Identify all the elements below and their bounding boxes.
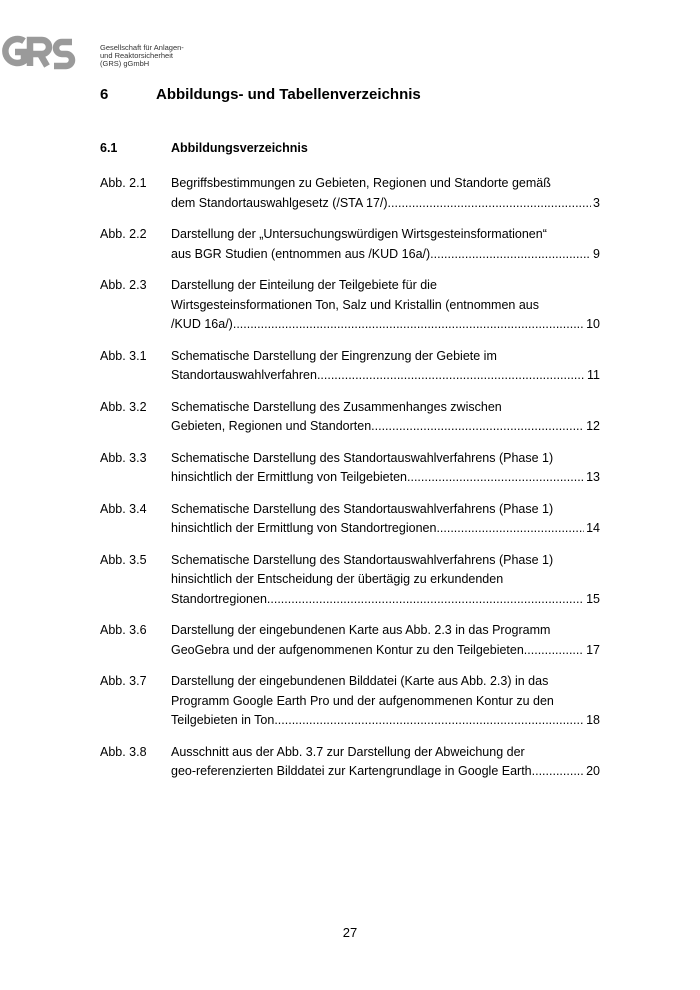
dot-leader — [388, 194, 592, 214]
figure-list — [100, 174, 600, 794]
caption-line: Begriffsbestimmungen zu Gebieten, Regionen und Standorte gemäß — [171, 176, 551, 190]
chapter-title: Abbildungs- und Tabellenverzeichnis — [156, 86, 421, 103]
chapter-heading — [100, 86, 421, 103]
figure-label: Abb. 3.1 — [100, 348, 147, 363]
figure-entry[interactable] — [100, 276, 600, 335]
caption-line: aus BGR Studien (entnommen aus /KUD 16a/) — [171, 246, 431, 261]
caption-line: dem Standortauswahlgesetz (/STA 17/) — [171, 195, 388, 210]
figure-label: Abb. 2.1 — [100, 176, 147, 190]
figure-label: Abb. 2.3 — [100, 278, 147, 292]
figure-entry[interactable] — [100, 500, 600, 539]
caption-last-line — [171, 366, 600, 386]
company-line: (GRS) gGmbH — [100, 59, 150, 69]
caption-last-line — [171, 468, 600, 488]
caption-line: hinsichtlich der Ermittlung von Standortregionen — [171, 521, 437, 535]
caption-line: Darstellung der eingebundenen Karte aus Abb. 2.3 in das Programm — [171, 623, 551, 637]
caption-line: Gebieten, Regionen und Standorten — [171, 419, 372, 433]
caption-line: Teilgebieten in Ton — [171, 713, 275, 727]
figure-entry[interactable] — [100, 225, 600, 264]
dot-leader — [274, 711, 584, 731]
caption-line: Schematische Darstellung des Standortauswahlverfahrens (Phase 1) — [171, 552, 554, 567]
dot-leader — [532, 762, 584, 782]
dot-leader — [436, 519, 584, 539]
caption-last-line — [171, 762, 600, 782]
figure-caption — [171, 551, 600, 610]
figure-caption — [171, 276, 600, 335]
figure-entry[interactable] — [100, 398, 600, 437]
caption-last-line — [171, 315, 600, 335]
caption-line: hinsichtlich der Entscheidung der übertägig zu erkundenden — [171, 572, 504, 586]
figure-label: Abb. 3.7 — [100, 674, 147, 688]
caption-line: hinsichtlich der Ermittlung von Teilgebieten — [171, 470, 408, 484]
company-line: Gesellschaft für Anlagen- — [100, 43, 184, 52]
caption-last-line — [171, 711, 600, 731]
caption-line: Schematische Darstellung der Eingrenzung der Gebiete im — [171, 348, 497, 363]
figure-page-number[interactable]: 10 — [586, 317, 600, 331]
figure-entry[interactable] — [100, 743, 600, 782]
figure-label: Abb. 3.3 — [100, 450, 147, 465]
figure-entry[interactable] — [100, 621, 600, 660]
figure-entry[interactable] — [100, 551, 600, 610]
dot-leader — [317, 366, 585, 386]
figure-caption — [171, 398, 600, 437]
figure-label: Abb. 3.5 — [100, 552, 147, 567]
company-name — [100, 44, 184, 69]
figure-page-number[interactable]: 15 — [586, 591, 600, 606]
grs-logo — [0, 30, 80, 72]
figure-caption — [171, 672, 600, 731]
figure-caption — [171, 500, 600, 539]
caption-last-line — [171, 194, 600, 214]
figure-caption — [171, 621, 600, 660]
caption-line: Standortauswahlverfahren — [171, 368, 317, 382]
dot-leader — [407, 468, 584, 488]
figure-page-number[interactable]: 17 — [586, 642, 600, 657]
figure-page-number[interactable]: 9 — [593, 246, 600, 261]
figure-entry[interactable] — [100, 347, 600, 386]
page-number: 27 — [342, 925, 358, 940]
figure-label: Abb. 3.6 — [100, 623, 147, 637]
figure-caption — [171, 743, 600, 782]
caption-last-line — [171, 417, 600, 437]
dot-leader — [267, 590, 584, 610]
figure-caption — [171, 174, 600, 213]
figure-label: Abb. 3.8 — [100, 744, 147, 759]
caption-line: Standortregionen — [171, 591, 267, 606]
dot-leader — [524, 641, 584, 661]
figure-entry[interactable] — [100, 174, 600, 213]
section-number: 6.1 — [100, 141, 118, 155]
caption-last-line — [171, 519, 600, 539]
figure-page-number[interactable]: 11 — [587, 368, 600, 382]
dot-leader — [371, 417, 584, 437]
chapter-number: 6 — [100, 86, 109, 103]
dot-leader — [430, 245, 591, 265]
figure-page-number[interactable]: 3 — [593, 195, 600, 210]
caption-last-line — [171, 641, 600, 661]
caption-line: geo-referenzierten Bilddatei zur Kartengrundlage in Google Earth — [171, 764, 532, 778]
caption-line: GeoGebra und der aufgenommenen Kontur zu den Teilgebieten — [171, 642, 524, 657]
figure-page-number[interactable]: 12 — [586, 419, 600, 433]
figure-label: Abb. 2.2 — [100, 227, 147, 241]
caption-line: Darstellung der „Untersuchungswürdigen Wirtsgesteinsformationen“ — [171, 227, 547, 241]
caption-line: Schematische Darstellung des Standortauswahlverfahrens (Phase 1) — [171, 501, 554, 516]
figure-entry[interactable] — [100, 672, 600, 731]
caption-line: Darstellung der Einteilung der Teilgebiete für die — [171, 278, 437, 292]
figure-page-number[interactable]: 14 — [586, 521, 600, 535]
dot-leader — [233, 315, 584, 335]
figure-caption — [171, 449, 600, 488]
caption-line: Darstellung der eingebundenen Bilddatei (Karte aus Abb. 2.3) in das — [171, 674, 549, 688]
section-title: Abbildungsverzeichnis — [171, 141, 308, 155]
figure-label: Abb. 3.2 — [100, 399, 147, 414]
figure-page-number[interactable]: 20 — [586, 764, 600, 778]
caption-line: /KUD 16a/) — [171, 317, 233, 331]
caption-last-line — [171, 590, 600, 610]
caption-last-line — [171, 245, 600, 265]
section-heading — [100, 141, 308, 155]
figure-page-number[interactable]: 18 — [586, 713, 600, 727]
figure-entry[interactable] — [100, 449, 600, 488]
caption-line: Wirtsgesteinsformationen Ton, Salz und Kristallin (entnommen aus — [171, 297, 539, 312]
figure-caption — [171, 225, 600, 264]
figure-label: Abb. 3.4 — [100, 501, 147, 516]
figure-page-number[interactable]: 13 — [586, 470, 600, 484]
figure-caption — [171, 347, 600, 386]
company-line: und Reaktorsicherheit — [100, 51, 173, 61]
caption-line: Ausschnitt aus der Abb. 3.7 zur Darstellung der Abweichung der — [171, 744, 525, 759]
caption-line: Schematische Darstellung des Zusammenhanges zwischen — [171, 399, 502, 414]
caption-line: Programm Google Earth Pro und der aufgenommenen Kontur zu den — [171, 693, 554, 708]
caption-line: Schematische Darstellung des Standortauswahlverfahrens (Phase 1) — [171, 450, 554, 465]
